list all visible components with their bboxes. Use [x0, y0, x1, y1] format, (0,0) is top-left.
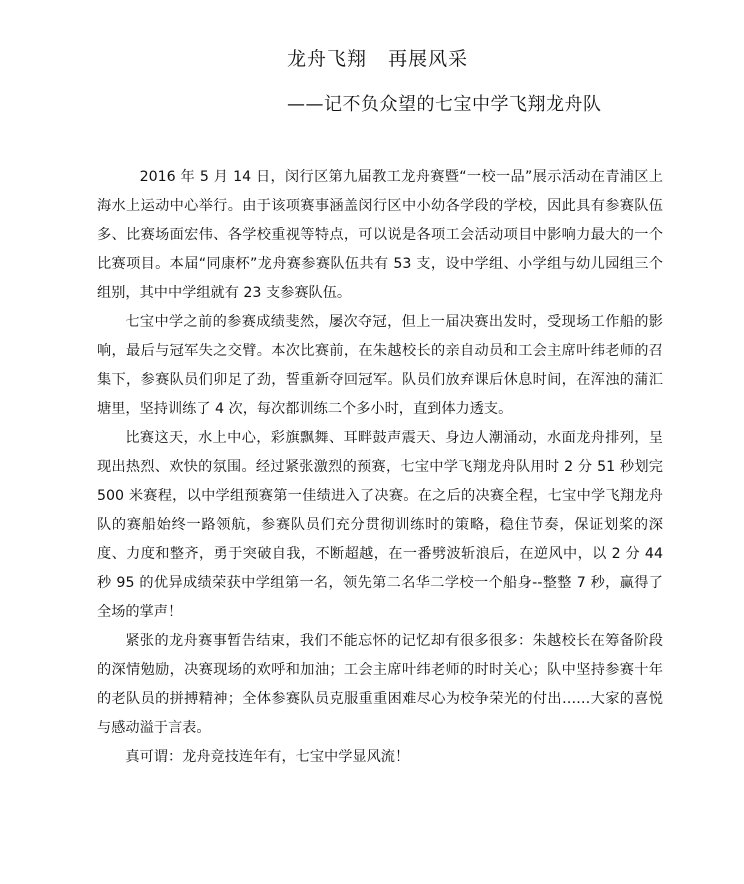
paragraph-reflection: 紧张的龙舟赛事暂告结束，我们不能忘怀的记忆却有很多很多：朱越校长在筹备阶段的深情勉励，决赛现场的欢呼和加油；工会主席叶纬老师的时时关心；队中坚持参赛十年的老队员的拼搏精神；全体参赛队员克服重重困难尽心为校争荣光的付出……大家的喜悦与感动溢于言表。	[97, 633, 663, 736]
document-title: 龙舟飞翔 再展风采	[287, 48, 469, 70]
paragraph-preparation: 七宝中学之前的参赛成绩斐然，屡次夺冠，但上一届决赛出发时，受现场工作船的影响，最后与冠军失之交臂。本次比赛前，在朱越校长的亲自动员和工会主席叶纬老师的召集下，参赛队员们卯足了劲，誓重新夺回冠军。队员们放弃课后休息时间，在浑浊的蒲汇塘里，坚持训练了 4 次，每次都训练二个多小时，直到体力透支。	[97, 314, 663, 417]
paragraph-closing: 真可谓：龙舟竞技连年有，七宝中学显风流！	[125, 749, 410, 765]
paragraph-race-day: 比赛这天，水上中心，彩旗飘舞、耳畔鼓声震天、身边人潮涌动，水面龙舟排列，呈现出热烈、欢快的氛围。经过紧张激烈的预赛，七宝中学飞翔龙舟队用时 2 分 51 秒划完 500 米赛程，以中学组预赛第一佳绩进入了决赛。在之后的决赛全程，七宝中学飞翔龙舟队的赛船始终一路领航，参赛队员们充分贯彻训练时的策略，稳住节奏，保证划桨的深度、力度和整齐，勇于突破自我，不断超越，在一番劈波斩浪后，在逆风中，以 2 分 44 秒 95 的优异成绩荣获中学组第一名，领先第二名华二学校一个船身--整整 7 秒，赢得了全场的掌声！	[97, 430, 663, 620]
document-subtitle: ——记不负众望的七宝中学飞翔龙舟队	[287, 94, 602, 115]
paragraph-event-intro: 2016 年 5 月 14 日，闵行区第九届教工龙舟赛暨“一校一品”展示活动在青浦区上海水上运动中心举行。由于该项赛事涵盖闵行区中小幼各学段的学校，因此具有参赛队伍多、比赛场面宏伟、各学校重视等特点，可以说是各项工会活动项目中影响力最大的一个比赛项目。本届“同康杯”龙舟赛参赛队伍共有 53 支，设中学组、小学组与幼儿园组三个组别，其中中学组就有 23 支参赛队伍。	[97, 169, 663, 301]
document-body	[97, 163, 663, 772]
